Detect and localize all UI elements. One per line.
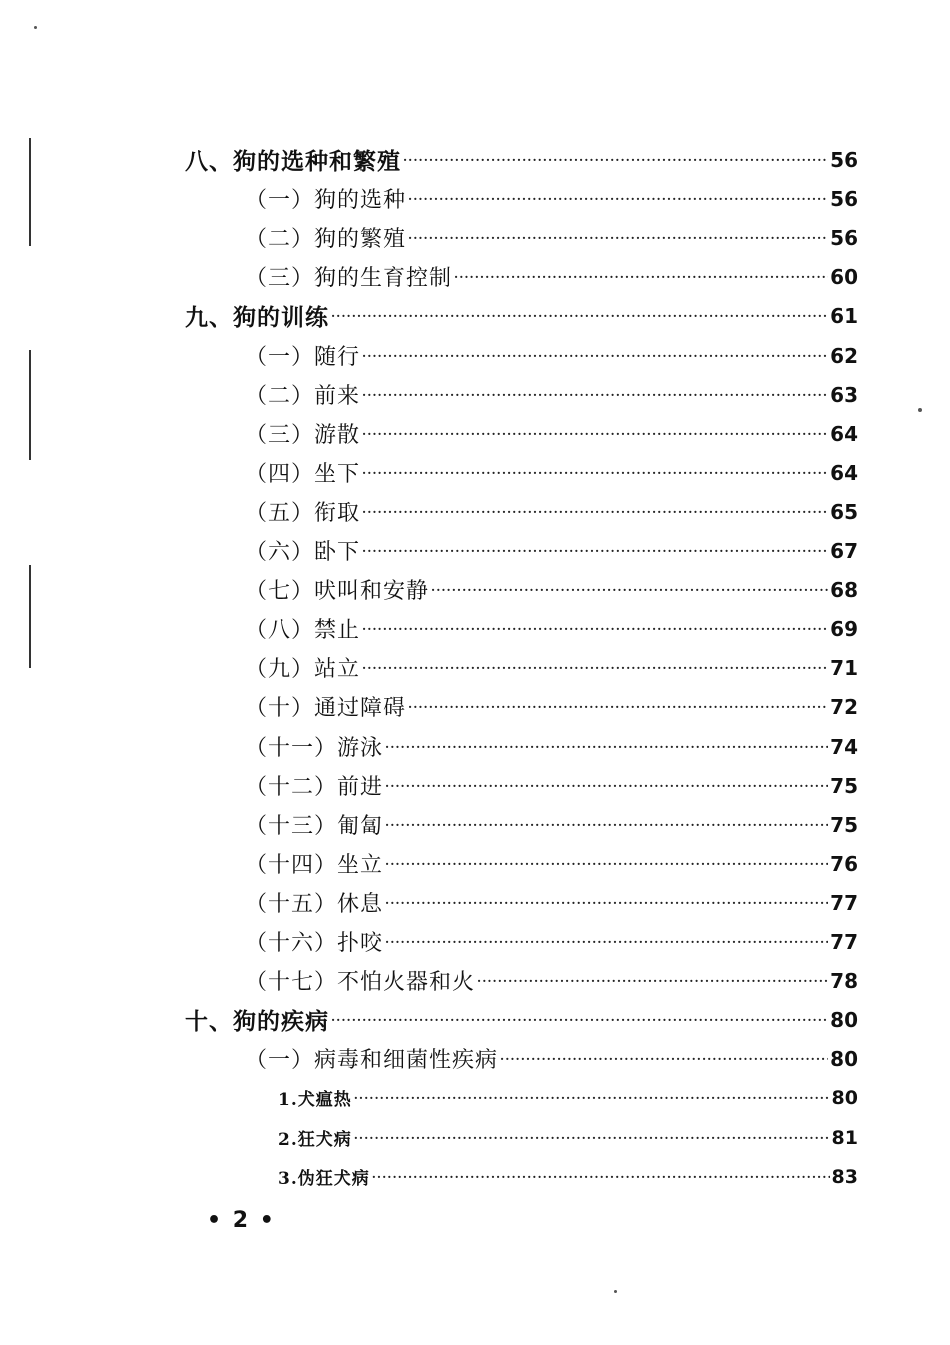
toc-entry-title: （一）病毒和细菌性疾病: [245, 1048, 499, 1073]
toc-entry: [245, 414, 858, 453]
toc-entry: [245, 805, 858, 844]
toc-entry-title: 3.伪狂犬病: [278, 1169, 370, 1189]
toc-dot-leader: [385, 858, 828, 870]
scan-speck: [34, 26, 37, 29]
toc-entry-title: （十七）不怕火器和火: [245, 970, 476, 995]
toc-entry-page: 80: [830, 1007, 858, 1032]
toc-dot-leader: [331, 1014, 828, 1026]
toc-entry-page: 60: [830, 264, 858, 289]
toc-entry-title: （一）狗的选种: [245, 188, 407, 213]
toc-entry: [278, 1157, 858, 1196]
toc-dot-leader: [362, 467, 828, 479]
toc-entry-page: 78: [830, 968, 858, 993]
toc-entry: [245, 218, 858, 257]
scan-margin-line: [29, 138, 31, 246]
toc-dot-leader: [362, 350, 828, 362]
toc-entry-page: 56: [830, 186, 858, 211]
toc-entry-page: 80: [831, 1086, 858, 1109]
toc-dot-leader: [385, 780, 828, 792]
toc-dot-leader: [385, 936, 828, 948]
toc-entry-page: 77: [830, 929, 858, 954]
toc-entry-page: 75: [830, 812, 858, 837]
toc-entry-title: （二）狗的繁殖: [245, 227, 407, 252]
toc-entry-title: 九、狗的训练: [185, 304, 329, 331]
toc-entry: [245, 687, 858, 726]
toc-entry: [245, 1039, 858, 1078]
toc-entry-title: （三）游散: [245, 423, 361, 448]
toc-entry-title: （十一）游泳: [245, 736, 384, 761]
toc-entry-page: 71: [830, 655, 858, 680]
toc-entry-page: 61: [830, 303, 858, 328]
toc-dot-leader: [403, 154, 828, 166]
toc-entry: [245, 531, 858, 570]
toc-entry-page: 67: [830, 538, 858, 563]
toc-dot-leader: [372, 1171, 830, 1183]
toc-entry: [245, 492, 858, 531]
toc-entry-title: （十二）前进: [245, 775, 384, 800]
toc-entry-page: 56: [830, 225, 858, 250]
toc-entry-title: 十、狗的疾病: [185, 1008, 329, 1035]
toc-dot-leader: [362, 506, 828, 518]
toc-dot-leader: [362, 545, 828, 557]
toc-entry-page: 63: [830, 382, 858, 407]
toc-entry: [245, 961, 858, 1000]
toc-entry: [245, 844, 858, 883]
toc-entry-title: （四）坐下: [245, 462, 361, 487]
toc-entry-title: （六）卧下: [245, 540, 361, 565]
toc-entry: [245, 375, 858, 414]
scan-speck: [614, 1290, 617, 1293]
toc-entry-page: 62: [830, 343, 858, 368]
toc-entry: [185, 296, 858, 335]
toc-entry-page: 81: [831, 1126, 858, 1149]
toc-dot-leader: [385, 897, 828, 909]
toc-entry: [278, 1118, 858, 1157]
toc-entry: [245, 609, 858, 648]
toc-entry-title: （一）随行: [245, 345, 361, 370]
toc-entry-title: （五）衔取: [245, 501, 361, 526]
toc-entry-title: （十）通过障碍: [245, 696, 407, 721]
toc-entry-page: 76: [830, 851, 858, 876]
scan-margin-line: [29, 565, 31, 668]
toc-dot-leader: [385, 819, 828, 831]
toc-dot-leader: [454, 271, 828, 283]
toc-entry-page: 64: [830, 460, 858, 485]
toc-entry-page: 74: [830, 734, 858, 759]
toc-entry-page: 69: [830, 616, 858, 641]
toc-entry: [245, 727, 858, 766]
toc-dot-leader: [408, 193, 828, 205]
page-number: • 2 •: [207, 1208, 276, 1233]
toc-entry-title: （三）狗的生育控制: [245, 266, 453, 291]
toc-entry: [245, 179, 858, 218]
toc-dot-leader: [362, 623, 828, 635]
toc-entry: [245, 648, 858, 687]
toc-dot-leader: [408, 232, 828, 244]
toc-entry-page: 80: [830, 1046, 858, 1071]
toc-entry: [245, 257, 858, 296]
toc-dot-leader: [431, 584, 828, 596]
toc-dot-leader: [331, 310, 828, 322]
toc-entry: [185, 1000, 858, 1039]
toc-entry-page: 72: [830, 694, 858, 719]
toc-entry-title: （十三）匍匐: [245, 814, 384, 839]
toc-entry-page: 56: [830, 147, 858, 172]
toc-entry: [245, 922, 858, 961]
toc-dot-leader: [362, 389, 828, 401]
toc-entry-title: （十六）扑咬: [245, 931, 384, 956]
toc-entry-title: （二）前来: [245, 384, 361, 409]
toc-entry-title: 2.狂犬病: [278, 1130, 352, 1150]
toc-entry: [245, 453, 858, 492]
toc-dot-leader: [362, 662, 828, 674]
toc-entry-page: 75: [830, 773, 858, 798]
toc-dot-leader: [354, 1092, 830, 1104]
toc-dot-leader: [477, 975, 828, 987]
toc-dot-leader: [500, 1053, 828, 1065]
toc-entry: [245, 883, 858, 922]
toc-entry-page: 64: [830, 421, 858, 446]
toc-entry-page: 68: [830, 577, 858, 602]
toc-dot-leader: [408, 701, 828, 713]
toc-entry-title: （十四）坐立: [245, 853, 384, 878]
toc-entry-page: 77: [830, 890, 858, 915]
toc-entry-page: 83: [831, 1165, 858, 1188]
toc-entry-title: 八、狗的选种和繁殖: [185, 148, 401, 175]
toc-entry: [245, 336, 858, 375]
toc-entry-title: （十五）休息: [245, 892, 384, 917]
toc-dot-leader: [362, 428, 828, 440]
toc-entry: [245, 766, 858, 805]
toc-dot-leader: [385, 741, 828, 753]
toc-entry: [245, 570, 858, 609]
toc-entry-page: 65: [830, 499, 858, 524]
toc-entry: [278, 1078, 858, 1117]
toc-entry-title: （九）站立: [245, 657, 361, 682]
toc-entry-title: 1.犬瘟热: [278, 1090, 352, 1110]
scan-margin-line: [29, 350, 31, 460]
toc-dot-leader: [354, 1132, 830, 1144]
toc-entry-title: （八）禁止: [245, 618, 361, 643]
toc-entry: [185, 140, 858, 179]
toc-entry-title: （七）吠叫和安静: [245, 579, 430, 604]
scan-speck: [918, 408, 922, 412]
